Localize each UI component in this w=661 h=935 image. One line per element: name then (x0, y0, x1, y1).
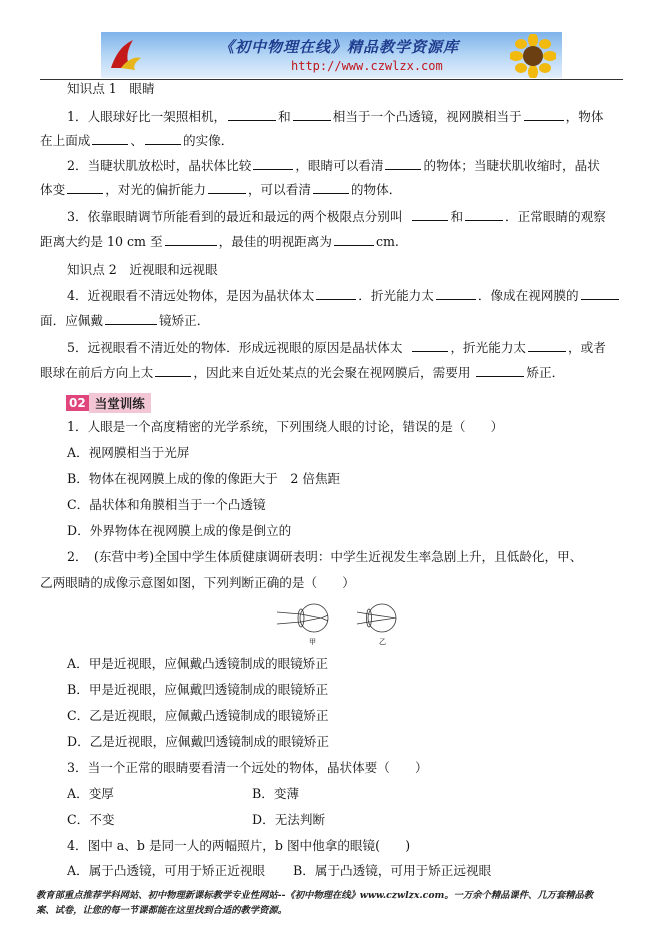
question-3-line-1: 3．依靠眼睛调节所能看到的最近和最远的两个极限点分别叫 和 ．正常眼睛的观察 (67, 209, 606, 224)
practice-1-option-b: B．物体在视网膜上成的像的像距大于 2 倍焦距 (67, 471, 341, 486)
knowledge-heading-1: 知识点 1 眼睛 (67, 81, 155, 96)
practice-4-stem: 4．图中 a、b 是同一人的两幅照片，b 图中他拿的眼镜( ) (67, 838, 411, 853)
practice-3-option-a: A．变厚 (67, 786, 114, 801)
header-divider (40, 79, 623, 80)
section-number: 02 (66, 395, 89, 411)
practice-1-option-a: A．视网膜相当于光屏 (67, 445, 190, 460)
question-3-line-2: 距离大约是 10 cm 至 ，最佳的明视距离为 cm. (40, 234, 399, 249)
banner-url[interactable]: http://www.czwlzx.com (291, 59, 443, 73)
practice-3-option-d: D．无法判断 (252, 812, 326, 827)
page-footer (36, 888, 632, 918)
practice-1-option-d: D．外界物体在视网膜上成的像是倒立的 (67, 523, 292, 538)
eye-a-figure (277, 604, 328, 632)
practice-2-option-b: B．甲是近视眼，应佩戴凹透镜制成的眼镜矫正 (67, 682, 329, 697)
practice-1-stem: 1．人眼是一个高度精密的光学系统，下列围绕人眼的讨论，错误的是（ ） (67, 419, 504, 434)
practice-2-stem-2: 乙两眼睛的成像示意图如图，下列判断正确的是（ ） (40, 575, 355, 590)
eye-b-figure (357, 604, 396, 632)
practice-2-option-a: A．甲是近视眼，应佩戴凸透镜制成的眼镜矫正 (67, 656, 328, 671)
practice-1-option-c: C．晶状体和角膜相当于一个凸透镜 (67, 497, 266, 512)
knowledge-heading-2: 知识点 2 近视眼和远视眼 (67, 262, 218, 277)
practice-3-stem: 3．当一个正常的眼睛要看清一个远处的物体，晶状体要（ ） (67, 760, 428, 775)
footer-line-2: 案、试卷，让您的每一节课都能在这里找到合适的教学资源。 (36, 905, 288, 916)
question-2-line-2: 体变 ，对光的偏折能力 ，可以看清 的物体． (40, 182, 402, 197)
practice-3-option-b: B．变薄 (252, 786, 300, 801)
section-label: 当堂训练 (89, 393, 151, 413)
eye-a-label: 甲 (309, 638, 316, 646)
question-5-line-1: 5．远视眼看不清近处的物体．形成远视眼的原因是晶状体太 ，折光能力太 ，或者 (67, 340, 606, 355)
question-2-line-1: 2．当睫状肌放松时，晶状体比较 ，眼睛可以看清 的物体；当睫状肌收缩时，晶状 (67, 158, 600, 173)
practice-2-option-d: D．乙是近视眼，应佩戴凹透镜制成的眼镜矫正 (67, 734, 329, 749)
question-1-line-1: 1．人眼球好比一架照相机， 和 相当于一个凸透镜，视网膜相当于 ，物体 (67, 109, 604, 124)
eye-diagram (277, 600, 417, 648)
practice-4-option-b: B．属于凸透镜，可用于矫正远视眼 (293, 863, 492, 878)
sunflower-icon (510, 34, 556, 78)
site-logo-icon (107, 38, 143, 72)
eye-b-label: 乙 (379, 638, 386, 646)
practice-2-stem-1: 2． (东营中考)全国中学生体质健康调研表明：中学生近视发生率急剧上升，且低龄化，甲、 (67, 549, 583, 564)
practice-3-option-c: C．不变 (67, 812, 115, 827)
practice-2-option-c: C．乙是近视眼，应佩戴凸透镜制成的眼镜矫正 (67, 708, 329, 723)
practice-4-option-a: A．属于凸透镜，可用于矫正近视眼 (67, 863, 266, 878)
question-1-line-2: 在上面成 、 的实像． (40, 133, 234, 148)
question-4-line-1: 4．近视眼看不清远处物体，是因为晶状体太 ．折光能力太 ．像成在视网膜的 (67, 287, 621, 304)
header-banner (101, 32, 562, 78)
question-4-line-2: 面．应佩戴 镜矫正． (40, 313, 210, 328)
section-header-practice (66, 394, 151, 412)
footer-line-1: 教育部重点推荐学科网站、初中物理新课标教学专业性网站--《初中物理在线》www.czwlzx.com。一万余个精品课件、几万套精品教 (36, 890, 594, 901)
banner-title: 《初中物理在线》精品教学资源库 (219, 38, 460, 56)
question-5-line-2: 眼球在前后方向上太 ，因此来自近处某点的光会聚在视网膜后，需要用 矫正． (40, 365, 565, 380)
